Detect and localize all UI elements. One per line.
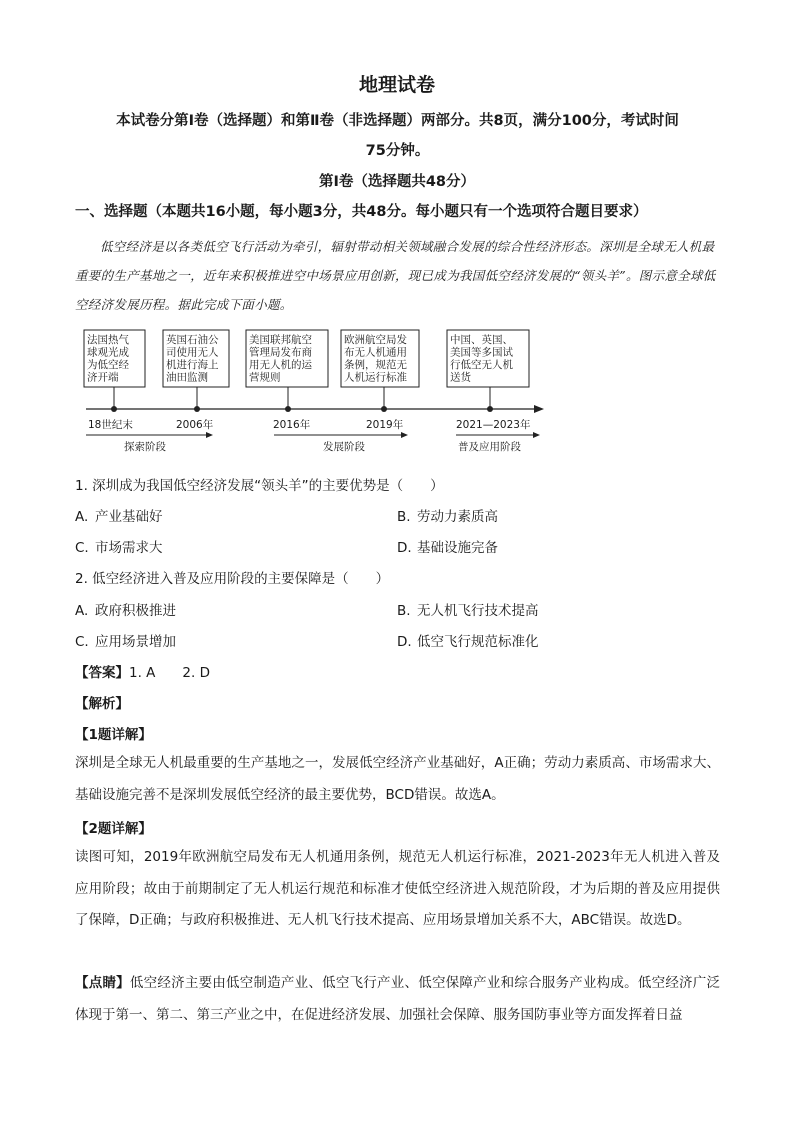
stage-arrow-head — [401, 432, 408, 438]
exam-instructions — [75, 106, 720, 166]
q2-option-c — [75, 630, 176, 650]
stage-label: 探索阶段 — [124, 441, 166, 453]
q2-option-d-letter: D. — [397, 634, 412, 650]
q1-option-c-letter: C. — [75, 540, 89, 556]
timeline-event-text: 条例，规范无 — [344, 359, 407, 371]
timeline-event-text: 美国联邦航空 — [249, 334, 312, 346]
key-point-label: 【点睛】 — [75, 975, 130, 991]
timeline-event-text: 英国石油公 — [166, 334, 219, 346]
stage-label: 发展阶段 — [323, 441, 365, 453]
timeline-event-box — [341, 330, 419, 409]
timeline-event-text: 欧洲航空局发 — [344, 334, 407, 346]
timeline-event-text: 球观光成 — [87, 346, 129, 359]
q2-option-d-text: 低空飞行规范标准化 — [417, 634, 539, 650]
timeline-dot — [487, 406, 493, 412]
q2-option-b-letter: B. — [397, 603, 411, 619]
timeline-event-text: 油田监测 — [166, 371, 208, 384]
timeline-event-box — [246, 330, 328, 409]
page-title: 地理试卷 — [358, 74, 435, 96]
q1-option-d-text: 基础设施完备 — [417, 540, 498, 556]
timeline-event-text: 济开端 — [87, 371, 119, 384]
answer-text: 1. A 2. D — [129, 665, 210, 681]
timeline-event-text: 为低空经 — [87, 359, 129, 371]
timeline-date: 2016年 — [273, 419, 311, 431]
detail-2-text: 读图可知，2019年欧洲航空局发布无人机通用条例，规范无人机运行标准，2021-2023年无人机进入普及应用阶段；故由于前期制定了无人机运行规范和标准才使低空经济进入规范阶段，才为后期的普及应用提供了保障，D正确；与政府积极推进、无人机飞行技术提高、应用场景增加关系不大，ABC错误。故选D。 — [75, 849, 720, 928]
q1-option-b — [397, 505, 498, 525]
key-point-text: 低空经济主要由低空制造产业、低空飞行产业、低空保障产业和综合服务产业构成。低空经济广泛体现于第一、第二、第三产业之中，在促进经济发展、加强社会保障、服务国防事业等方面发挥着日益 — [75, 975, 721, 1023]
question-1-stem: 1. 深圳成为我国低空经济发展“领头羊”的主要优势是（ ） — [75, 478, 444, 494]
timeline-date: 2021—2023年 — [456, 419, 531, 431]
stage-arrow-head — [206, 432, 213, 438]
q1-option-a — [75, 505, 163, 525]
q1-option-a-text: 产业基础好 — [95, 509, 163, 525]
section-title: 一、选择题（本题共16小题，每小题3分，共48分。每小题只有一个选项符合题目要求） — [75, 204, 648, 220]
timeline-event-text: 行低空无人机 — [450, 359, 513, 371]
q2-option-d — [397, 630, 539, 650]
question-2-stem: 2. 低空经济进入普及应用阶段的主要保障是（ ） — [75, 571, 390, 587]
timeline-event-box — [447, 330, 529, 409]
timeline-event-text: 送货 — [450, 371, 471, 384]
timeline-event-text: 管理局发布商 — [249, 346, 312, 359]
q1-option-b-text: 劳动力素质高 — [417, 509, 498, 525]
timeline-dot — [381, 406, 387, 412]
timeline-event-text: 布无人机通用 — [344, 346, 407, 359]
instructions-line-1: 本试卷分第Ⅰ卷（选择题）和第Ⅱ卷（非选择题）两部分。共8页，满分100分，考试时间 — [116, 113, 679, 129]
answer-label: 【答案】 — [75, 665, 129, 681]
analysis-label: 【解析】 — [75, 696, 129, 712]
q2-option-b — [397, 599, 539, 619]
key-point-paragraph — [75, 968, 720, 1031]
q1-option-d — [397, 536, 498, 556]
timeline-dot — [111, 406, 117, 412]
detail-1-text: 深圳是全球无人机最重要的生产基地之一，发展低空经济产业基础好，A正确；劳动力素质高、市场需求大、基础设施完善不是深圳发展低空经济的最主要优势，BCD错误。故选A。 — [75, 755, 720, 803]
q1-option-a-letter: A. — [75, 509, 89, 525]
instructions-line-2: 75分钟。 — [365, 143, 430, 159]
q2-option-a-text: 政府积极推进 — [95, 603, 176, 619]
q2-option-c-text: 应用场景增加 — [95, 634, 176, 650]
timeline-event-box — [84, 330, 145, 409]
timeline-figure — [78, 326, 548, 458]
detail-1-label: 【1题详解】 — [75, 727, 152, 743]
timeline-date: 2006年 — [176, 419, 214, 431]
q2-option-a-letter: A. — [75, 603, 89, 619]
timeline-event-text: 营规则 — [249, 371, 281, 384]
q2-option-a — [75, 599, 176, 619]
timeline-event-text: 用无人机的运 — [249, 359, 312, 371]
timeline-axis-arrow — [534, 405, 544, 413]
stage-arrow-head — [533, 432, 540, 438]
stage-label: 普及应用阶段 — [458, 441, 521, 453]
timeline-date: 18世纪末 — [88, 419, 133, 431]
q1-option-b-letter: B. — [397, 509, 411, 525]
timeline-event-text: 美国等多国试 — [450, 346, 513, 359]
q2-option-c-letter: C. — [75, 634, 89, 650]
part-title: 第Ⅰ卷（选择题共48分） — [318, 174, 476, 190]
timeline-event-text: 司使用无人 — [166, 346, 219, 359]
timeline-event-text: 法国热气 — [87, 334, 129, 346]
timeline-event-text: 人机运行标准 — [344, 371, 407, 384]
timeline-event-text: 中国、英国、 — [450, 334, 513, 346]
reading-passage: 低空经济是以各类低空飞行活动为牵引，辐射带动相关领域融合发展的综合性经济形态。深圳是全球无人机最重要的生产基地之一，近年来积极推进空中场景应用创新，现已成为我国低空经济发展的“领头羊”。图示意全球低空经济发展历程。据此完成下面小题。 — [75, 239, 716, 312]
detail-2-label: 【2题详解】 — [75, 821, 152, 837]
q1-option-d-letter: D. — [397, 540, 412, 556]
answer-row — [75, 661, 210, 681]
timeline-dot — [285, 406, 291, 412]
q1-option-c — [75, 536, 163, 556]
timeline-event-box — [163, 330, 229, 409]
timeline-date: 2019年 — [366, 419, 404, 431]
timeline-event-text: 机进行海上 — [166, 359, 219, 371]
timeline-dot — [194, 406, 200, 412]
q1-option-c-text: 市场需求大 — [95, 540, 163, 556]
q2-option-b-text: 无人机飞行技术提高 — [417, 603, 539, 619]
